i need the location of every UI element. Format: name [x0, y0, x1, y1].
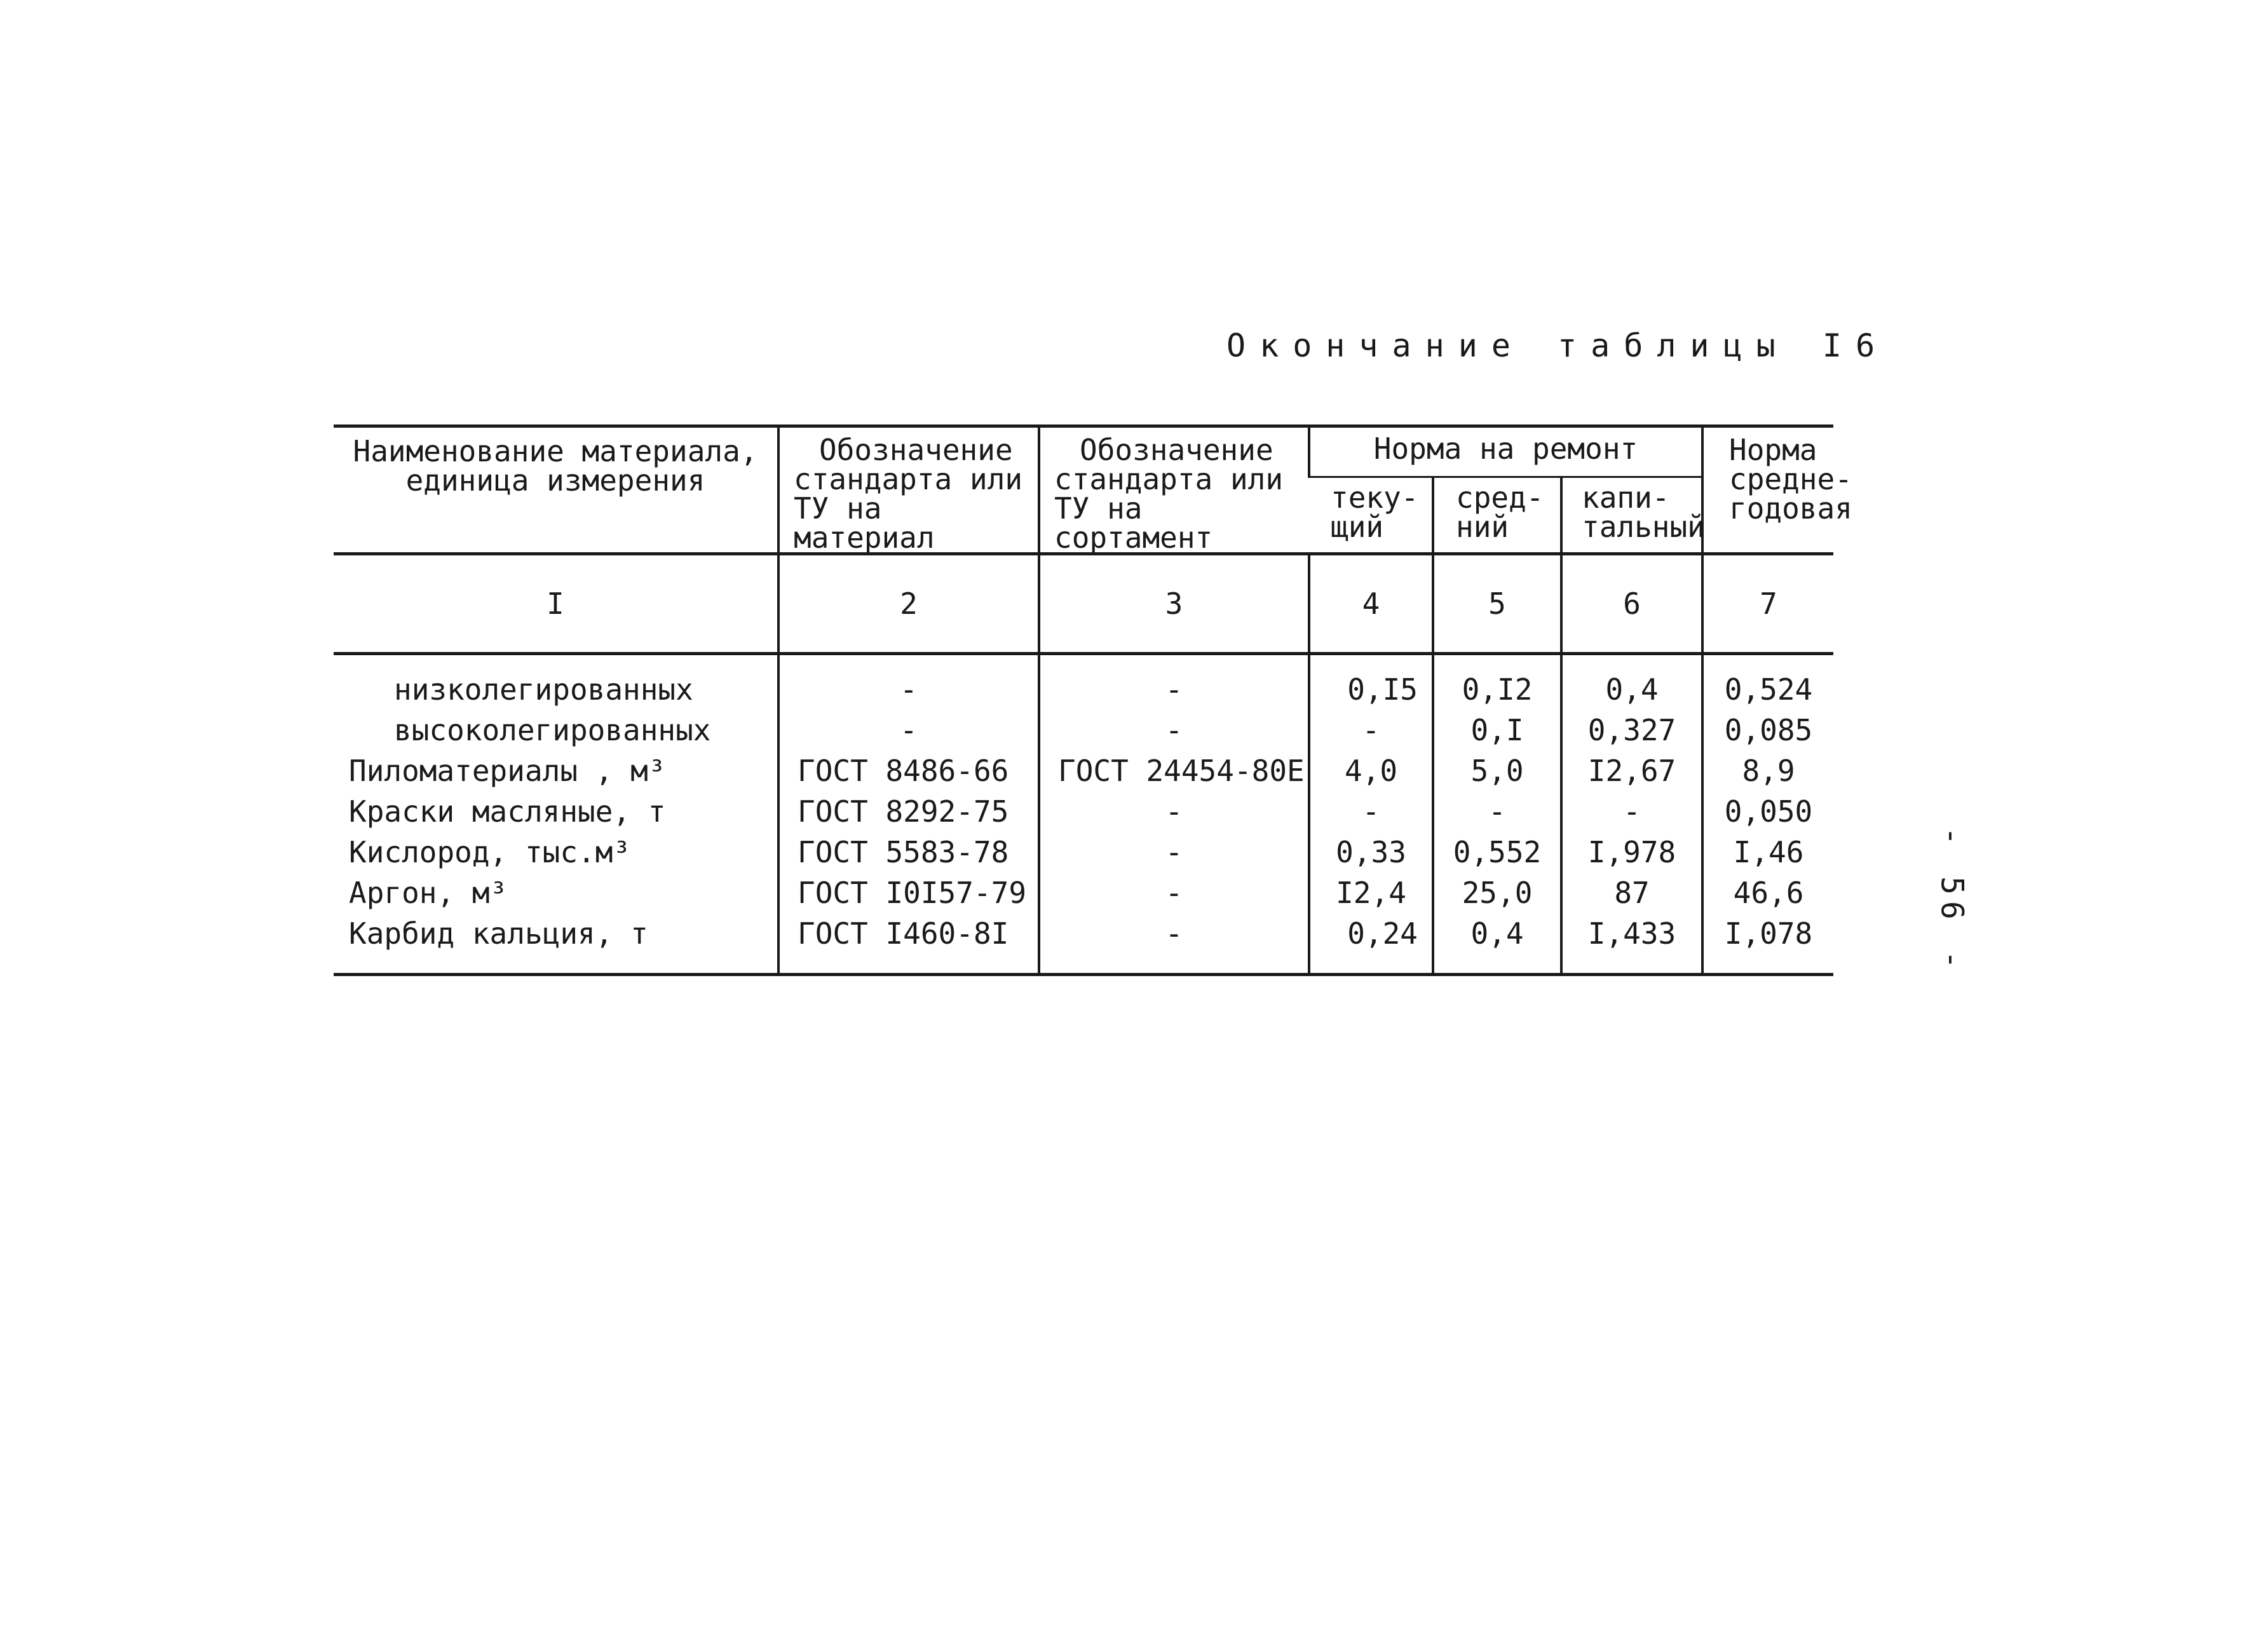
header-medium-repair: сред- ний	[1433, 477, 1561, 554]
material-name: Карбид кальция, т	[334, 913, 778, 975]
norm-medium: 0,552	[1433, 832, 1561, 873]
norm-current: 0,33	[1309, 832, 1433, 873]
standard-material: ГОСТ 8292-75	[778, 791, 1039, 832]
material-name: Краски масляные, т	[349, 794, 666, 829]
column-number: 3	[1039, 554, 1309, 654]
norm-medium: 25,0	[1433, 873, 1561, 913]
norm-capital: I,433	[1561, 913, 1702, 975]
standard-assortment: -	[1039, 913, 1309, 975]
table-row	[334, 710, 1833, 750]
standard-material: ГОСТ I460-8I	[778, 913, 1039, 975]
standard-material: ГОСТ 8486-66	[778, 750, 1039, 791]
standard-material: ГОСТ I0I57-79	[778, 873, 1039, 913]
page-number: - 56 -	[1934, 827, 1970, 975]
materials-norm-table	[334, 424, 1852, 976]
norm-capital: -	[1561, 791, 1702, 832]
header-material-name: Наименование материала, единица измерения	[334, 426, 778, 554]
standard-material: -	[778, 710, 1039, 750]
standard-material: ГОСТ 5583-78	[778, 832, 1039, 873]
norm-medium: 0,I2	[1433, 654, 1561, 710]
standard-assortment: -	[1039, 710, 1309, 750]
norm-annual: 46,6	[1702, 873, 1833, 913]
standard-assortment: -	[1039, 791, 1309, 832]
column-number: 4	[1309, 554, 1433, 654]
norm-current: -	[1309, 710, 1433, 750]
norm-annual: 0,524	[1702, 654, 1833, 710]
standard-assortment: -	[1039, 654, 1309, 710]
standard-assortment: -	[1039, 832, 1309, 873]
norm-annual: 0,050	[1702, 791, 1833, 832]
table-row	[334, 750, 1833, 791]
table-row	[334, 791, 1833, 832]
standard-assortment: -	[1039, 873, 1309, 913]
norm-current: 0,I5	[1309, 654, 1433, 710]
header-standard-material: Обозначение стандарта или ТУ на материал	[778, 426, 1039, 554]
norm-capital: 0,4	[1561, 654, 1702, 710]
material-name: Кислород, тыс.м³	[349, 835, 631, 869]
header-standard-assortment: Обозначение стандарта или ТУ на сортамент	[1039, 426, 1309, 554]
material-name: Пиломатериалы , м³	[349, 754, 666, 788]
header-annual-norm: Норма средне- годовая	[1702, 426, 1833, 554]
norm-annual: 0,085	[1702, 710, 1833, 750]
table-caption: Окончание таблицы I6	[1226, 327, 1889, 364]
header-capital-repair: капи- тальный	[1561, 477, 1702, 554]
column-number: 6	[1561, 554, 1702, 654]
column-number: I	[334, 554, 778, 654]
norm-capital: 0,327	[1561, 710, 1702, 750]
norm-current: I2,4	[1309, 873, 1433, 913]
norm-annual: I,078	[1702, 913, 1833, 975]
table-row	[334, 913, 1833, 975]
column-number: 7	[1702, 554, 1833, 654]
column-number: 2	[778, 554, 1039, 654]
norm-annual: 8,9	[1702, 750, 1833, 791]
material-name: Аргон, м³	[349, 876, 508, 910]
header-current-repair: теку- щий	[1309, 477, 1433, 554]
table-row	[334, 654, 1833, 710]
table-row	[334, 873, 1833, 913]
norm-current: -	[1309, 791, 1433, 832]
header-norm-repair: Норма на ремонт	[1309, 426, 1702, 477]
column-number-row	[334, 554, 1833, 654]
table-row	[334, 832, 1833, 873]
standard-assortment: ГОСТ 24454-80Е	[1039, 750, 1309, 791]
column-number: 5	[1433, 554, 1561, 654]
norm-medium: -	[1433, 791, 1561, 832]
norm-current: 4,0	[1309, 750, 1433, 791]
norm-capital: I,978	[1561, 832, 1702, 873]
norm-capital: 87	[1561, 873, 1702, 913]
norm-current: 0,24	[1309, 913, 1433, 975]
norm-medium: 5,0	[1433, 750, 1561, 791]
norm-medium: 0,I	[1433, 710, 1561, 750]
standard-material: -	[778, 654, 1039, 710]
material-name: низколегированных	[394, 672, 693, 707]
norm-capital: I2,67	[1561, 750, 1702, 791]
material-name: высоколегированных	[394, 713, 711, 747]
norm-medium: 0,4	[1433, 913, 1561, 975]
norm-annual: I,46	[1702, 832, 1833, 873]
